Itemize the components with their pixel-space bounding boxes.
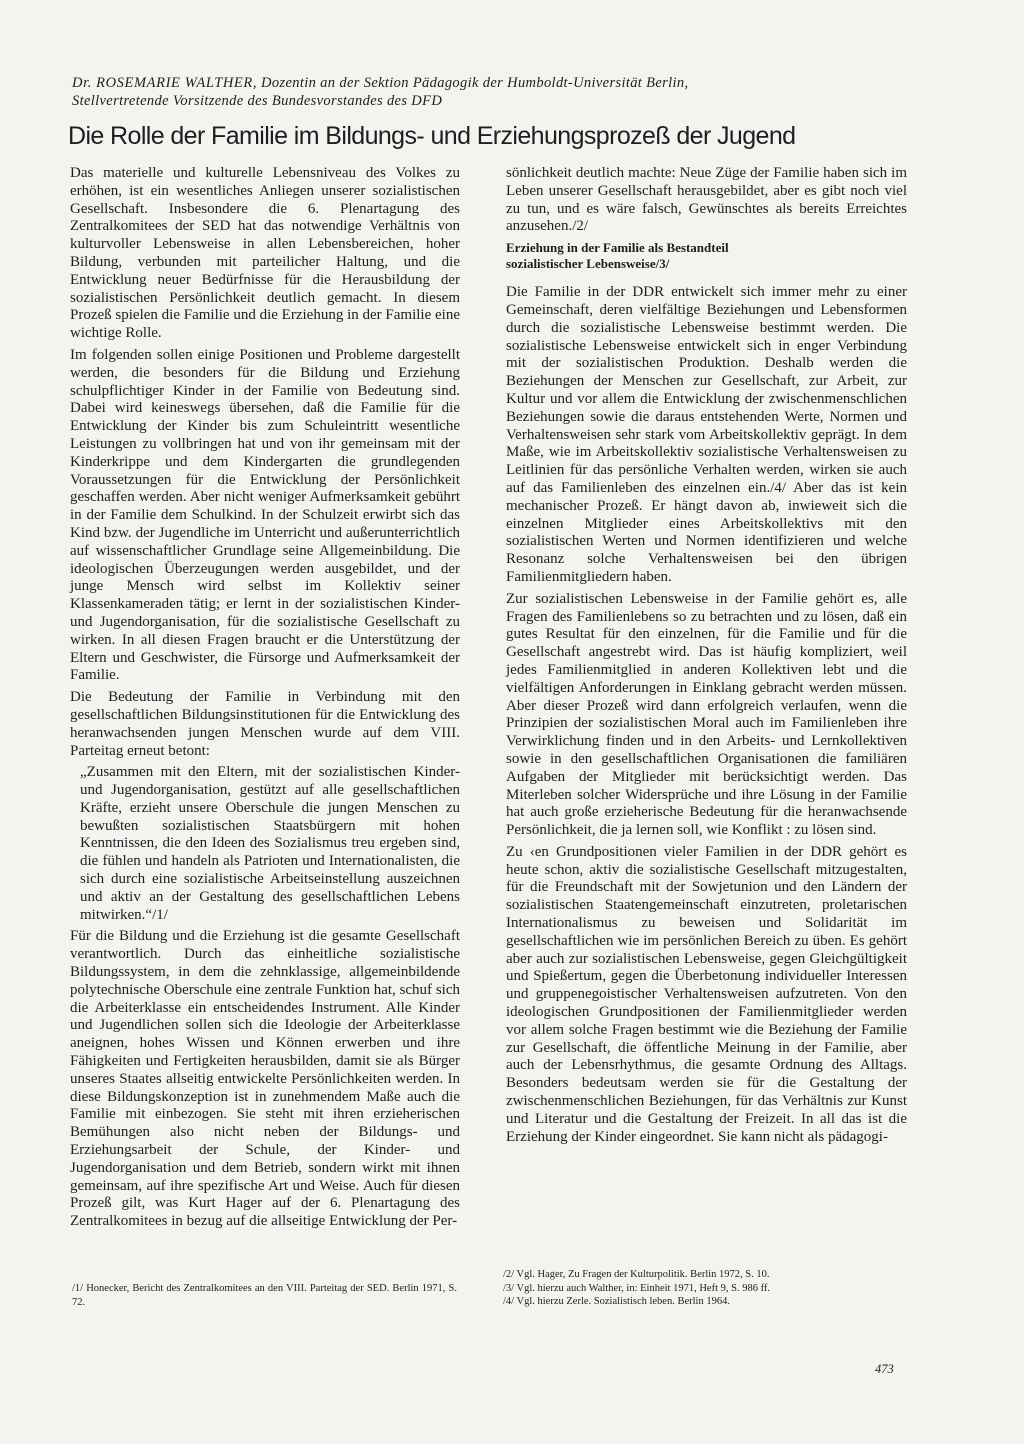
paragraph: Die Bedeutung der Familie in Verbindung mit den gesellschaftlichen Bildungsinstitutionen für die Entwicklung des heranwachsenden jungen Menschen wurde auf dem VIII. Parteitag erneut betont:: [70, 689, 460, 759]
page-number: 473: [875, 1362, 894, 1376]
footnotes-left: [72, 1282, 457, 1309]
footnote: /3/ Vgl. hierzu auch Walther, in: Einheit 1971, Heft 9, S. 986 ff.: [503, 1282, 771, 1294]
footnote: /2/ Vgl. Hager, Zu Fragen der Kulturpolitik. Berlin 1972, S. 10.: [503, 1269, 770, 1280]
section-heading: [506, 240, 907, 272]
paragraph: Im folgenden sollen einige Positionen und Probleme dargestellt werden, die besonders für die Bildung und Erziehung schulpflichtiger Kinder in der Familie von Bedeutung sind. Dabei wird keineswegs übersehen, daß die Familie für die Entwicklung der Kinder bis zum Schuleintritt wesentliche Leistungen zu vollbringen hat und von ihr gemeinsam mit der Kinderkrippe und dem Kindergarten die grundlegenden Voraussetzungen für die Entwicklung der Persönlichkeit geschaffen werden. Aber nicht weniger Aufmerksamkeit gebührt in der Familie dem Schulkind. In der Schulzeit erwirbt sich das Kind bzw. der Jugendliche im Unterricht und außerunterrichtlich auf wissenschaftlicher Grundlage seine Allgemeinbildung. Die ideologischen Überzeugungen werden ausgebildet, und der junge Mensch wird selbst im Kollektiv seiner Klassenkameraden tätig; er lernt in der sozialistischen Kinder- und Jugendorganisation, für die sozialistische Gesellschaft zu wirken. In all diesen Fragen braucht er die Unterstützung der Eltern und Geschwister, die Fürsorge und Aufmerksamkeit der Familie.: [70, 346, 460, 684]
section-heading-line-2: sozialistischer Lebensweise/3/: [506, 256, 670, 272]
author-byline: [72, 74, 872, 110]
section-heading-line-1: Erziehung in der Familie als Bestandteil: [506, 240, 729, 256]
paragraph: Zu ‹en Grundpositionen vieler Familien in der DDR gehört es heute schon, aktiv die sozialistische Gesellschaft mitzugestalten, für die Freundschaft mit der Sowjetunion und den Ländern der sozialistischen Staatengemeinschaft einzutreten, proletarischen Internationalismus zu beweisen und Solidarität im gesellschaftlichen wie im persönlichen Bereich zu üben. Es gehört aber auch zur sozialistischen Lebensweise, gegen Gleichgültigkeit und Spießertum, gegen die Überbetonung individueller Interessen und gruppenegoistischer Verhaltensweisen aufzutreten. Von den ideologischen Grundpositionen der Familienmitglieder werden vor allem solche Fragen bestimmt wie die Beziehung der Familie zur Gesellschaft, die öffentliche Meinung in der Familie, aber auch der Lebensrhythmus, die gesamte Ordnung des Alltags. Besonders bedeutsam werden sie für die Gestaltung der zwischenmenschlichen Beziehungen, für das Verhältnis zur Kunst und Literatur und die Gestaltung der Freizeit. In all das ist die Erziehung der Kinder eingeordnet. Sie kann nicht als pädagogi-: [506, 843, 907, 1145]
article-title: Die Rolle der Familie im Bildungs- und Erziehungsprozeß der Jugend: [68, 122, 796, 150]
paragraph: Für die Bildung und die Erziehung ist die gesamte Gesellschaft verantwortlich. Durch das einheitliche sozialistische Bildungssystem, in dem die zehnklassige, allgemeinbildende polytechnische Oberschule eine zentrale Funktion hat, schuf sich die Arbeiterklasse ein entscheidendes Instrument. Alle Kinder und Jugendlichen sollen sich die Ideologie der Arbeiterklasse aneignen, hohes Wissen und Können erwerben und ihre Fähigkeiten und Fertigkeiten herausbilden, damit sie als Bürger unseres Staates allseitig entwickelte Persönlichkeiten werden. In diese Bildungskonzeption ist in zunehmendem Maße auch die Familie mit einbezogen. Sie steht mit ihren erzieherischen Bemühungen also nicht neben der Bildungs- und Erziehungsarbeit der Schule, der Kinder- und Jugendorganisation und dem Betrieb, sondern wirkt mit ihnen gemeinsam, auf ihre spezifische Art und Weise. Auch für diesen Prozeß gilt, was Kurt Hager auf der 6. Plenartagung des Zentralkomitees in bezug auf die allseitige Entwicklung der Per-: [70, 928, 460, 1230]
footnote: /1/ Honecker, Bericht des Zentralkomitees an den VIII. Parteitag der SED. Berlin 1971, S. 72.: [72, 1283, 457, 1308]
author-position: Stellvertretende Vorsitzende des Bundesvorstandes des DFD: [72, 93, 443, 109]
footnotes-right: [503, 1268, 903, 1309]
paragraph: sönlichkeit deutlich machte: Neue Züge der Familie haben sich im Leben unserer Gesellschaft herausgebildet, aber es gibt noch viel zu tun, und es wäre falsch, Gewünschtes als bereits Erreichtes anzusehen./2/: [506, 165, 907, 235]
footnote: /4/ Vgl. hierzu Zerle. Sozialistisch leben. Berlin 1964.: [503, 1296, 730, 1307]
paragraph: Zur sozialistischen Lebensweise in der Familie gehört es, alle Fragen des Familienlebens so zu betrachten und zu lösen, daß ein gutes Resultat für den einzelnen, für die Familie und für die Gesellschaft angestrebt wird. Das ist häufig kompliziert, weil jedes Familienmitglied in anderen Kollektiven lebt und die vielfältigen Anforderungen in Einklang gebracht werden müssen. Aber dieser Prozeß wird dann erfolgreich verlaufen, wenn die Prinzipien der sozialistischen Moral auch im Familienleben ihre Verwirklichung finden und in den Arbeits- und Lernkollektiven sowie in den gesellschaftlichen Organisationen die familiären Aufgaben der Mitglieder mit berücksichtigt werden. Das Miterleben solcher Widersprüche und ihre Lösung in der Familie hat auch große erzieherische Bedeutung für die heranwachsende Persönlichkeit, die ja lernen soll, wie Konflikt : zu lösen sind.: [506, 590, 907, 839]
right-column: [506, 165, 907, 1150]
paragraph: Die Familie in der DDR entwickelt sich immer mehr zu einer Gemeinschaft, deren vielfältige Beziehungen und Lebensformen durch die sozialistische Lebensweise bestimmt werden. Die sozialistische Lebensweise entwickelt sich in enger Verbindung mit der sozialistischen Produktion. Deshalb werden die Beziehungen der Menschen zur Gesellschaft, zur Arbeit, zur Kultur und vor allem die Entwicklung der zwischenmenschlichen Beziehungen sowie die daraus entstehenden Werte, Normen und Verhaltensweisen sehr stark vom Arbeitskollektiv geprägt. In dem Maße, wie im Arbeitskollektiv sozialistische Verhaltensweisen zu Leitlinien für das persönliche Verhalten werden, wirken sie auch auf das Familienleben des einzelnen ein./4/ Aber das ist kein mechanischer Prozeß. Er hängt davon ab, inwieweit sich die einzelnen Mitglieder eines Arbeitskollektivs mit den sozialistischen Werten und Normen identifizieren und welche Resonanz solche Verhaltensweisen bei den übrigen Familienmitgliedern haben.: [506, 284, 907, 585]
paragraph: Das materielle und kulturelle Lebensniveau des Volkes zu erhöhen, ist ein wesentliches Anliegen unserer sozialistischen Gesellschaft. Insbesondere die 6. Plenartagung des Zentralkomitees der SED hat das notwendige Verhältnis von kulturvoller Lebensweise in allen Lebensbereichen, hoher Bildung, verbunden mit parteilicher Haltung, und die Entwicklung neuer Bedürfnisse für die Herausbildung der sozialistischen Persönlichkeit deutlich gemacht. In diesem Prozeß spielen die Familie und die Erziehung in der Familie eine wichtige Rolle.: [70, 165, 460, 342]
author-name: Dr. ROSEMARIE WALTHER,: [72, 75, 258, 91]
left-column: [70, 165, 460, 1235]
block-quote: „Zusammen mit den Eltern, mit der sozialistischen Kinder- und Jugendorganisation, gestützt auf alle gesellschaftlichen Kräfte, erzieht unsere Oberschule die jungen Menschen zu bewußten sozialistischen Staatsbürgern mit hohen Kenntnissen, die den Ideen des Sozialismus treu ergeben sind, die fühlen und handeln als Patrioten und Internationalisten, die sich durch eine sozialistische Arbeitseinstellung auszeichnen und aktiv an der Gestaltung des gesellschaftlichen Lebens mitwirken.“/1/: [80, 764, 460, 923]
author-affiliation: Dozentin an der Sektion Pädagogik der Humboldt-Universität Berlin,: [257, 75, 689, 91]
